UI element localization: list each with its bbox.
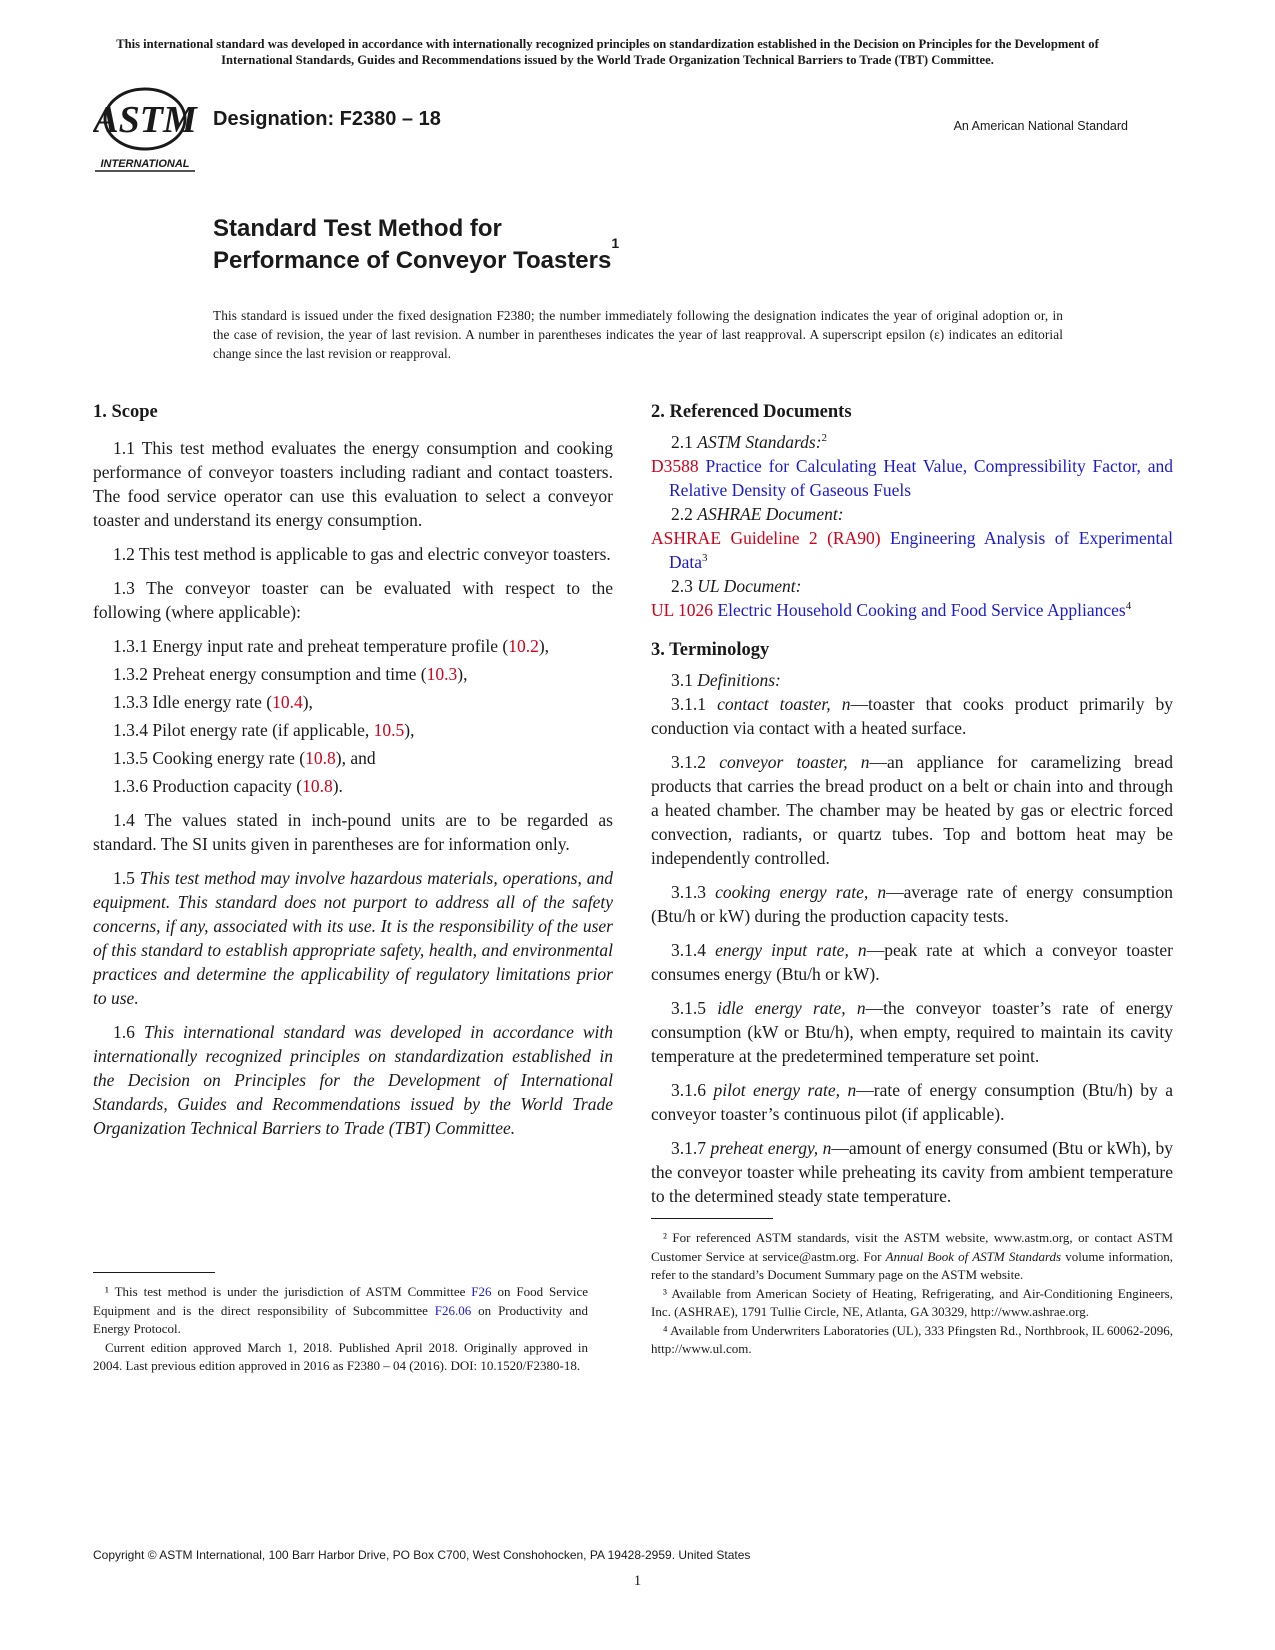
link-10-2[interactable]: 10.2 xyxy=(508,636,539,656)
footnote-2: ² For referenced ASTM standards, visit the ASTM website, www.astm.org, or contact ASTM Customer Service at service@astm.org. For Annual Book of ASTM Standards volume information, refer to the standard’s Document Summary page on the ASTM website. xyxy=(651,1230,1173,1282)
link-ashrae-title[interactable]: Engineering Analysis of Experimental Data xyxy=(669,528,1174,572)
footnote-rule-left xyxy=(93,1272,215,1273)
item-1-3-4: 1.3.4 Pilot energy rate (if applicable, 10.5), xyxy=(113,720,415,740)
astm-logo xyxy=(93,85,198,180)
left-column xyxy=(93,400,613,1150)
refdocs-heading: 2. Referenced Documents xyxy=(651,402,852,422)
designation: Designation: F2380 – 18 xyxy=(213,108,441,130)
international-standard-notice: This international standard was developed in accordance with internationally recognized principles on standardization established in the Decision on Principles for the Development of International Standards, Guides and Recommendations issued by the World Trade Organization Technical Barriers to Trade (TBT) Committee. xyxy=(116,37,1099,67)
link-ul1026[interactable]: UL 1026 xyxy=(651,600,714,620)
link-d3588[interactable]: D3588 xyxy=(651,456,699,476)
issuance-statement: This standard is issued under the fixed designation F2380; the number immediately following the designation indicates the year of original adoption or, in the case of revision, the year of last revision. A number in parentheses indicates the year of last reapproval. A superscript epsilon (ε) indicates an editorial change since the last revision or reapproval. xyxy=(213,308,1063,361)
def-3-1-2: 3.1.2 conveyor toaster, n—an appliance for caramelizing bread products that carries the bread product on a belt or chain into and through a heated chamber. The chamber may be heated by gas or electric forced convection, radiants, or quartz tubes. Top and bottom heat may be independently controlled. xyxy=(651,752,1173,868)
title-line-2: Performance of Conveyor Toasters$^1$ xyxy=(213,235,620,274)
def-3-1-7: 3.1.7 preheat energy, n—amount of energy consumed (Btu or kWh), by the conveyor toaster while preheating its cavity from ambient temperature to the determined steady state temperature. xyxy=(651,1138,1174,1206)
para-1-5: 1.5 This test method may involve hazardous materials, operations, and equipment. This standard does not purport to address all of the safety concerns, if any, associated with its use. It is the responsibility of the user of this standard to establish appropriate safety, health, and environmental practices and determine the applicability of regulatory limitations prior to use. xyxy=(93,868,613,1008)
para-1-2: 1.2 This test method is applicable to gas and electric conveyor toasters. xyxy=(113,544,611,564)
scope-heading: 1. Scope xyxy=(93,402,158,422)
para-1-6: 1.6 This international standard was developed in accordance with internationally recognized principles on standardization established in the Decision on Principles for the Development of International Standards, Guides and Recommendations issued by the World Trade Organization Technical Barriers to Trade (TBT) Committee. xyxy=(93,1022,614,1138)
link-10-8[interactable]: 10.8 xyxy=(305,748,336,768)
section-2-2: 2.2 ASHRAE Document: xyxy=(671,504,844,524)
link-10-5[interactable]: 10.5 xyxy=(373,720,405,740)
link-ashrae[interactable]: ASHRAE Guideline 2 (RA90) xyxy=(651,528,881,548)
link-f26[interactable]: F26 xyxy=(471,1284,492,1299)
item-1-3-3: 1.3.3 Idle energy rate (10.4), xyxy=(113,692,313,712)
item-1-3-2: 1.3.2 Preheat energy consumption and time (10.3), xyxy=(113,664,468,684)
footnotes-right xyxy=(651,1229,1173,1359)
ref-ashrae: ASHRAE Guideline 2 (RA90) Engineering Analysis of Experimental Data$^3$ xyxy=(651,528,1174,572)
american-national-standard: An American National Standard xyxy=(953,119,1128,133)
def-3-1-6: 3.1.6 pilot energy rate, n—rate of energy consumption (Btu/h) by a conveyor toaster’s continuous pilot (if applicable). xyxy=(651,1080,1173,1124)
item-1-3-1: 1.3.1 Energy input rate and preheat temperature profile (10.2), xyxy=(113,636,550,656)
page-number: 1 xyxy=(633,1573,642,1589)
title-line-1: Standard Test Method for xyxy=(213,215,502,242)
para-1-3: 1.3 The conveyor toaster can be evaluated with respect to the following (where applicable): xyxy=(93,578,613,622)
right-column xyxy=(651,400,1173,1218)
def-3-1-1: 3.1.1 contact toaster, n—toaster that cooks product primarily by conduction via contact with a heated surface. xyxy=(651,694,1174,738)
def-3-1-3: 3.1.3 cooking energy rate, n—average rate of energy consumption (Btu/h or kW) during the production capacity tests. xyxy=(651,882,1173,926)
link-10-8-b[interactable]: 10.8 xyxy=(302,776,333,796)
section-2-3: 2.3 UL Document: xyxy=(671,576,802,596)
def-3-1-5: 3.1.5 idle energy rate, n—the conveyor toaster’s rate of energy consumption (kW or Btu/h), when empty, required to maintain its cavity temperature at the predetermined temperature set point. xyxy=(651,998,1174,1066)
section-3-1: 3.1 Definitions: xyxy=(671,670,781,690)
def-3-1-4: 3.1.4 energy input rate, n—peak rate at which a conveyor toaster consumes energy (Btu/h or kW). xyxy=(651,940,1173,984)
link-d3588-title[interactable]: Practice for Calculating Heat Value, Compressibility Factor, and Relative Density of Gaseous Fuels xyxy=(669,456,1173,500)
link-10-4[interactable]: 10.4 xyxy=(272,692,303,712)
document-title xyxy=(213,213,619,277)
footnote-rule-right xyxy=(651,1218,773,1219)
footnote-4: ⁴ Available from Underwriters Laboratories (UL), 333 Pfingsten Rd., Northbrook, IL 60062-2096, http://www.ul.com. xyxy=(651,1322,1173,1356)
svg-text:INTERNATIONAL: INTERNATIONAL xyxy=(100,158,190,170)
copyright-notice: Copyright © ASTM International, 100 Barr Harbor Drive, PO Box C700, West Conshohocken, PA 19428-2959. United States xyxy=(93,1548,751,1562)
item-1-3-5: 1.3.5 Cooking energy rate (10.8), and xyxy=(113,748,376,768)
svg-text:ASTM: ASTM xyxy=(93,99,197,141)
link-f26-06[interactable]: F26.06 xyxy=(434,1302,472,1318)
footnote-3: ³ Available from American Society of Heating, Refrigerating, and Air-Conditioning Engineers, Inc. (ASHRAE), 1791 Tullie Circle, NE, Atlanta, GA 30329, http://www.ashrae.org. xyxy=(651,1285,1173,1319)
link-10-3[interactable]: 10.3 xyxy=(426,664,458,684)
section-2-1: 2.1 ASTM Standards:$^2$ xyxy=(671,432,828,452)
terminology-heading: 3. Terminology xyxy=(651,640,770,660)
link-ul1026-title[interactable]: Electric Household Cooking and Food Service Appliances xyxy=(717,600,1126,620)
footnote-1: ¹ This test method is under the jurisdiction of ASTM Committee F26 on Food Service Equipment and is the direct responsibility of Subcommittee F26.06 on Productivity and Energy Protocol. Current edition approved March 1, 2018. Published April 2018. Originally approved in 2004. Last previous edition approved in 2016 as F2380 – 04 (2016). DOI: 10.1520/F2380-18. xyxy=(93,1284,588,1373)
item-1-3-6: 1.3.6 Production capacity (10.8). xyxy=(113,776,343,796)
para-1-4: 1.4 The values stated in inch-pound units are to be regarded as standard. The SI units given in parentheses are for information only. xyxy=(93,810,613,854)
para-1-1: 1.1 This test method evaluates the energy consumption and cooking performance of conveyor toasters including radiant and contact toasters. The food service operator can use this evaluation to select a conveyor toaster and understand its energy consumption. xyxy=(93,438,613,530)
ref-ul: UL 1026 Electric Household Cooking and Food Service Appliances$^4$ xyxy=(651,600,1132,620)
ref-d3588 xyxy=(651,454,1173,502)
